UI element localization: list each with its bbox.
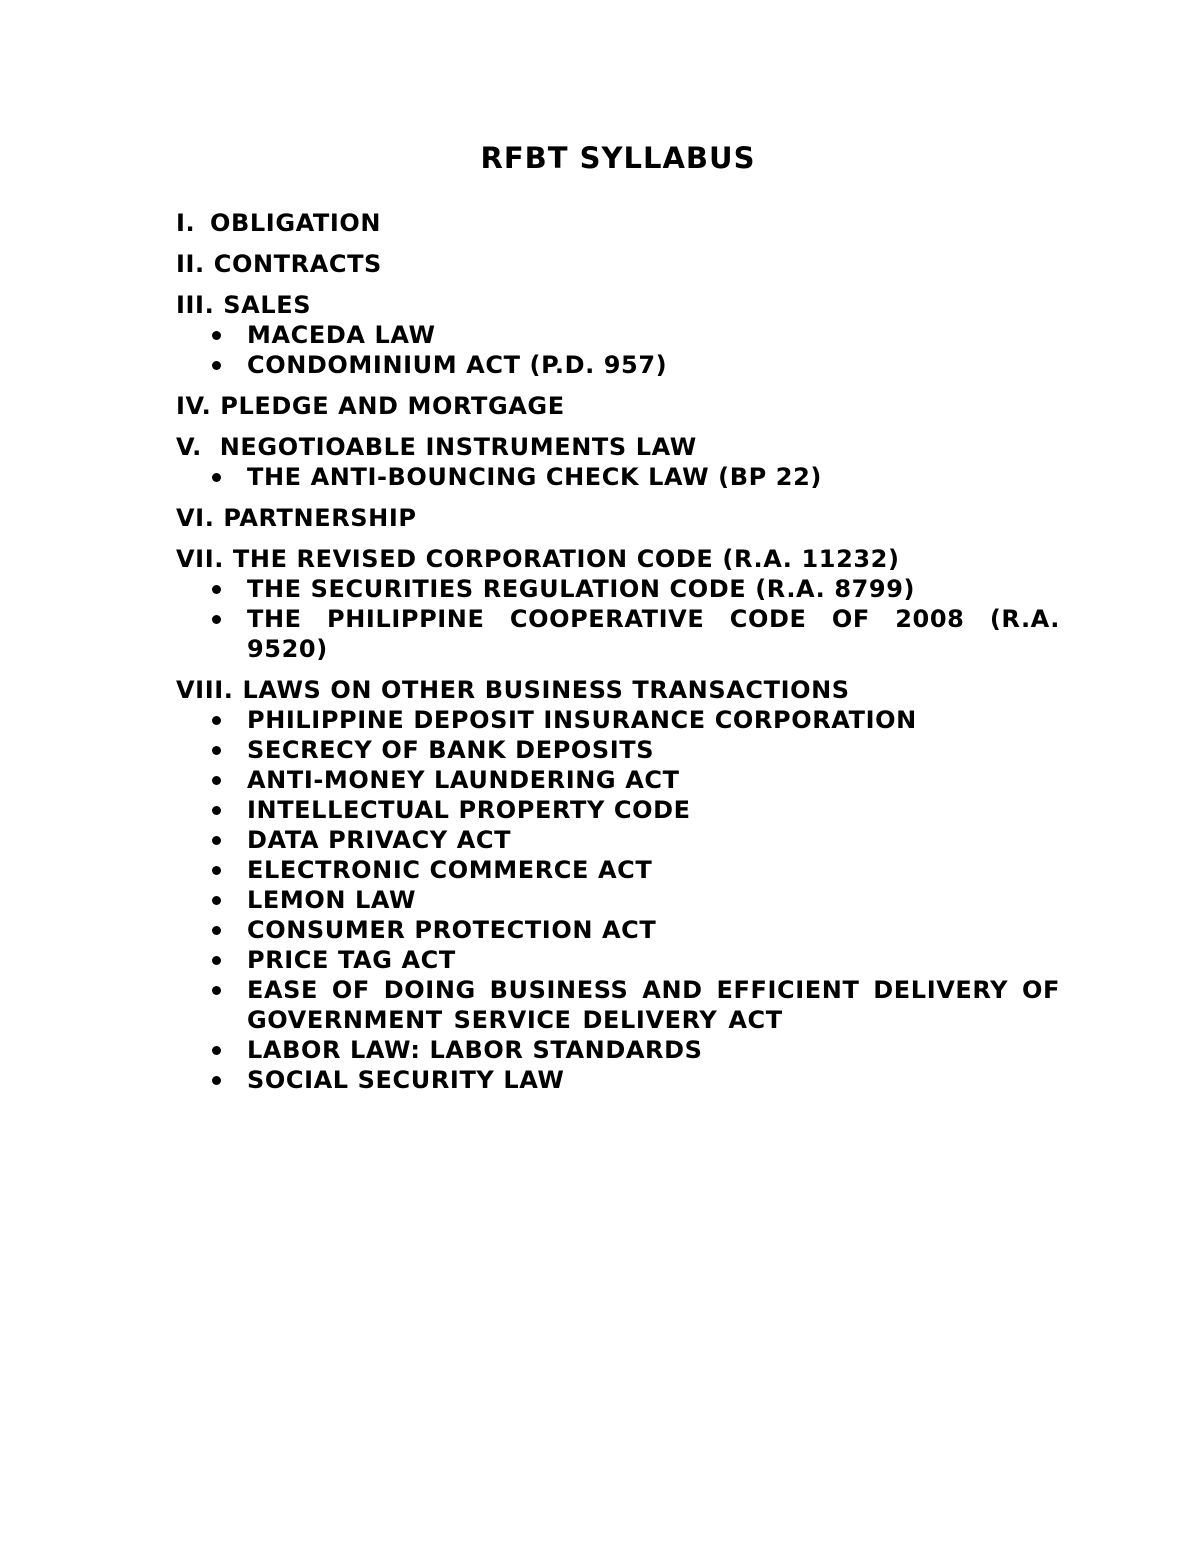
sub-list — [176, 705, 1060, 1095]
section-title: CONTRACTS — [213, 250, 382, 278]
bullet-icon — [212, 615, 221, 624]
list-item: LEMON LAW — [176, 885, 1060, 915]
section-6 — [176, 503, 1060, 533]
section-7 — [176, 544, 1060, 664]
list-item: SECRECY OF BANK DEPOSITS — [176, 735, 1060, 765]
section-title: OBLIGATION — [210, 209, 382, 237]
bullet-icon — [212, 1046, 221, 1055]
section-heading — [176, 503, 1060, 533]
section-title: NEGOTIOABLE INSTRUMENTS LAW — [219, 433, 697, 461]
bullet-icon — [212, 866, 221, 875]
document-page — [176, 138, 1060, 1106]
bullet-icon — [212, 776, 221, 785]
sub-list — [176, 320, 1060, 380]
section-numeral: II. — [176, 250, 205, 278]
bullet-icon — [212, 585, 221, 594]
section-numeral: IV. — [176, 392, 212, 420]
section-heading — [176, 249, 1060, 279]
section-8 — [176, 675, 1060, 1095]
section-heading — [176, 290, 1060, 320]
section-heading — [176, 544, 1060, 574]
bullet-icon — [212, 473, 221, 482]
section-title: PLEDGE AND MORTGAGE — [220, 392, 565, 420]
section-1 — [176, 208, 1060, 238]
list-item: EASE OF DOING BUSINESS AND EFFICIENT DELIVERY OF GOVERNMENT SERVICE DELIVERY ACT — [176, 975, 1060, 1035]
section-numeral: I. — [176, 209, 196, 237]
list-item: SOCIAL SECURITY LAW — [176, 1065, 1060, 1095]
section-numeral: V. — [176, 433, 202, 461]
list-item: INTELLECTUAL PROPERTY CODE — [176, 795, 1060, 825]
section-title: LAWS ON OTHER BUSINESS TRANSACTIONS — [242, 676, 850, 704]
list-item: CONDOMINIUM ACT (P.D. 957) — [176, 350, 1060, 380]
list-item: PHILIPPINE DEPOSIT INSURANCE CORPORATION — [176, 705, 1060, 735]
section-numeral: VI. — [176, 504, 215, 532]
bullet-icon — [212, 986, 221, 995]
page-title: RFBT SYLLABUS — [480, 141, 756, 175]
section-numeral: VIII. — [176, 676, 234, 704]
section-4 — [176, 391, 1060, 421]
section-5 — [176, 432, 1060, 492]
section-heading — [176, 675, 1060, 705]
bullet-icon — [212, 331, 221, 340]
section-title: PARTNERSHIP — [223, 504, 417, 532]
bullet-icon — [212, 361, 221, 370]
list-item: THE ANTI-BOUNCING CHECK LAW (BP 22) — [176, 462, 1060, 492]
bullet-icon — [212, 1076, 221, 1085]
bullet-icon — [212, 926, 221, 935]
list-item: CONSUMER PROTECTION ACT — [176, 915, 1060, 945]
bullet-icon — [212, 836, 221, 845]
bullet-icon — [212, 956, 221, 965]
list-item: MACEDA LAW — [176, 320, 1060, 350]
bullet-icon — [212, 746, 221, 755]
sub-list — [176, 574, 1060, 664]
section-title: SALES — [223, 291, 312, 319]
section-title: THE REVISED CORPORATION CODE (R.A. 11232) — [232, 545, 900, 573]
sub-list — [176, 462, 1060, 492]
list-item: DATA PRIVACY ACT — [176, 825, 1060, 855]
list-item: ELECTRONIC COMMERCE ACT — [176, 855, 1060, 885]
list-item: THE SECURITIES REGULATION CODE (R.A. 8799) — [176, 574, 1060, 604]
bullet-icon — [212, 896, 221, 905]
bullet-icon — [212, 806, 221, 815]
section-heading — [176, 432, 1060, 462]
list-item: THE PHILIPPINE COOPERATIVE CODE OF 2008 (R.A. 9520) — [176, 604, 1060, 664]
section-heading — [176, 208, 1060, 238]
section-2 — [176, 249, 1060, 279]
bullet-icon — [212, 716, 221, 725]
section-numeral: III. — [176, 291, 215, 319]
section-numeral: VII. — [176, 545, 224, 573]
section-heading — [176, 391, 1060, 421]
section-3 — [176, 290, 1060, 380]
list-item: PRICE TAG ACT — [176, 945, 1060, 975]
list-item: LABOR LAW: LABOR STANDARDS — [176, 1035, 1060, 1065]
list-item: ANTI-MONEY LAUNDERING ACT — [176, 765, 1060, 795]
